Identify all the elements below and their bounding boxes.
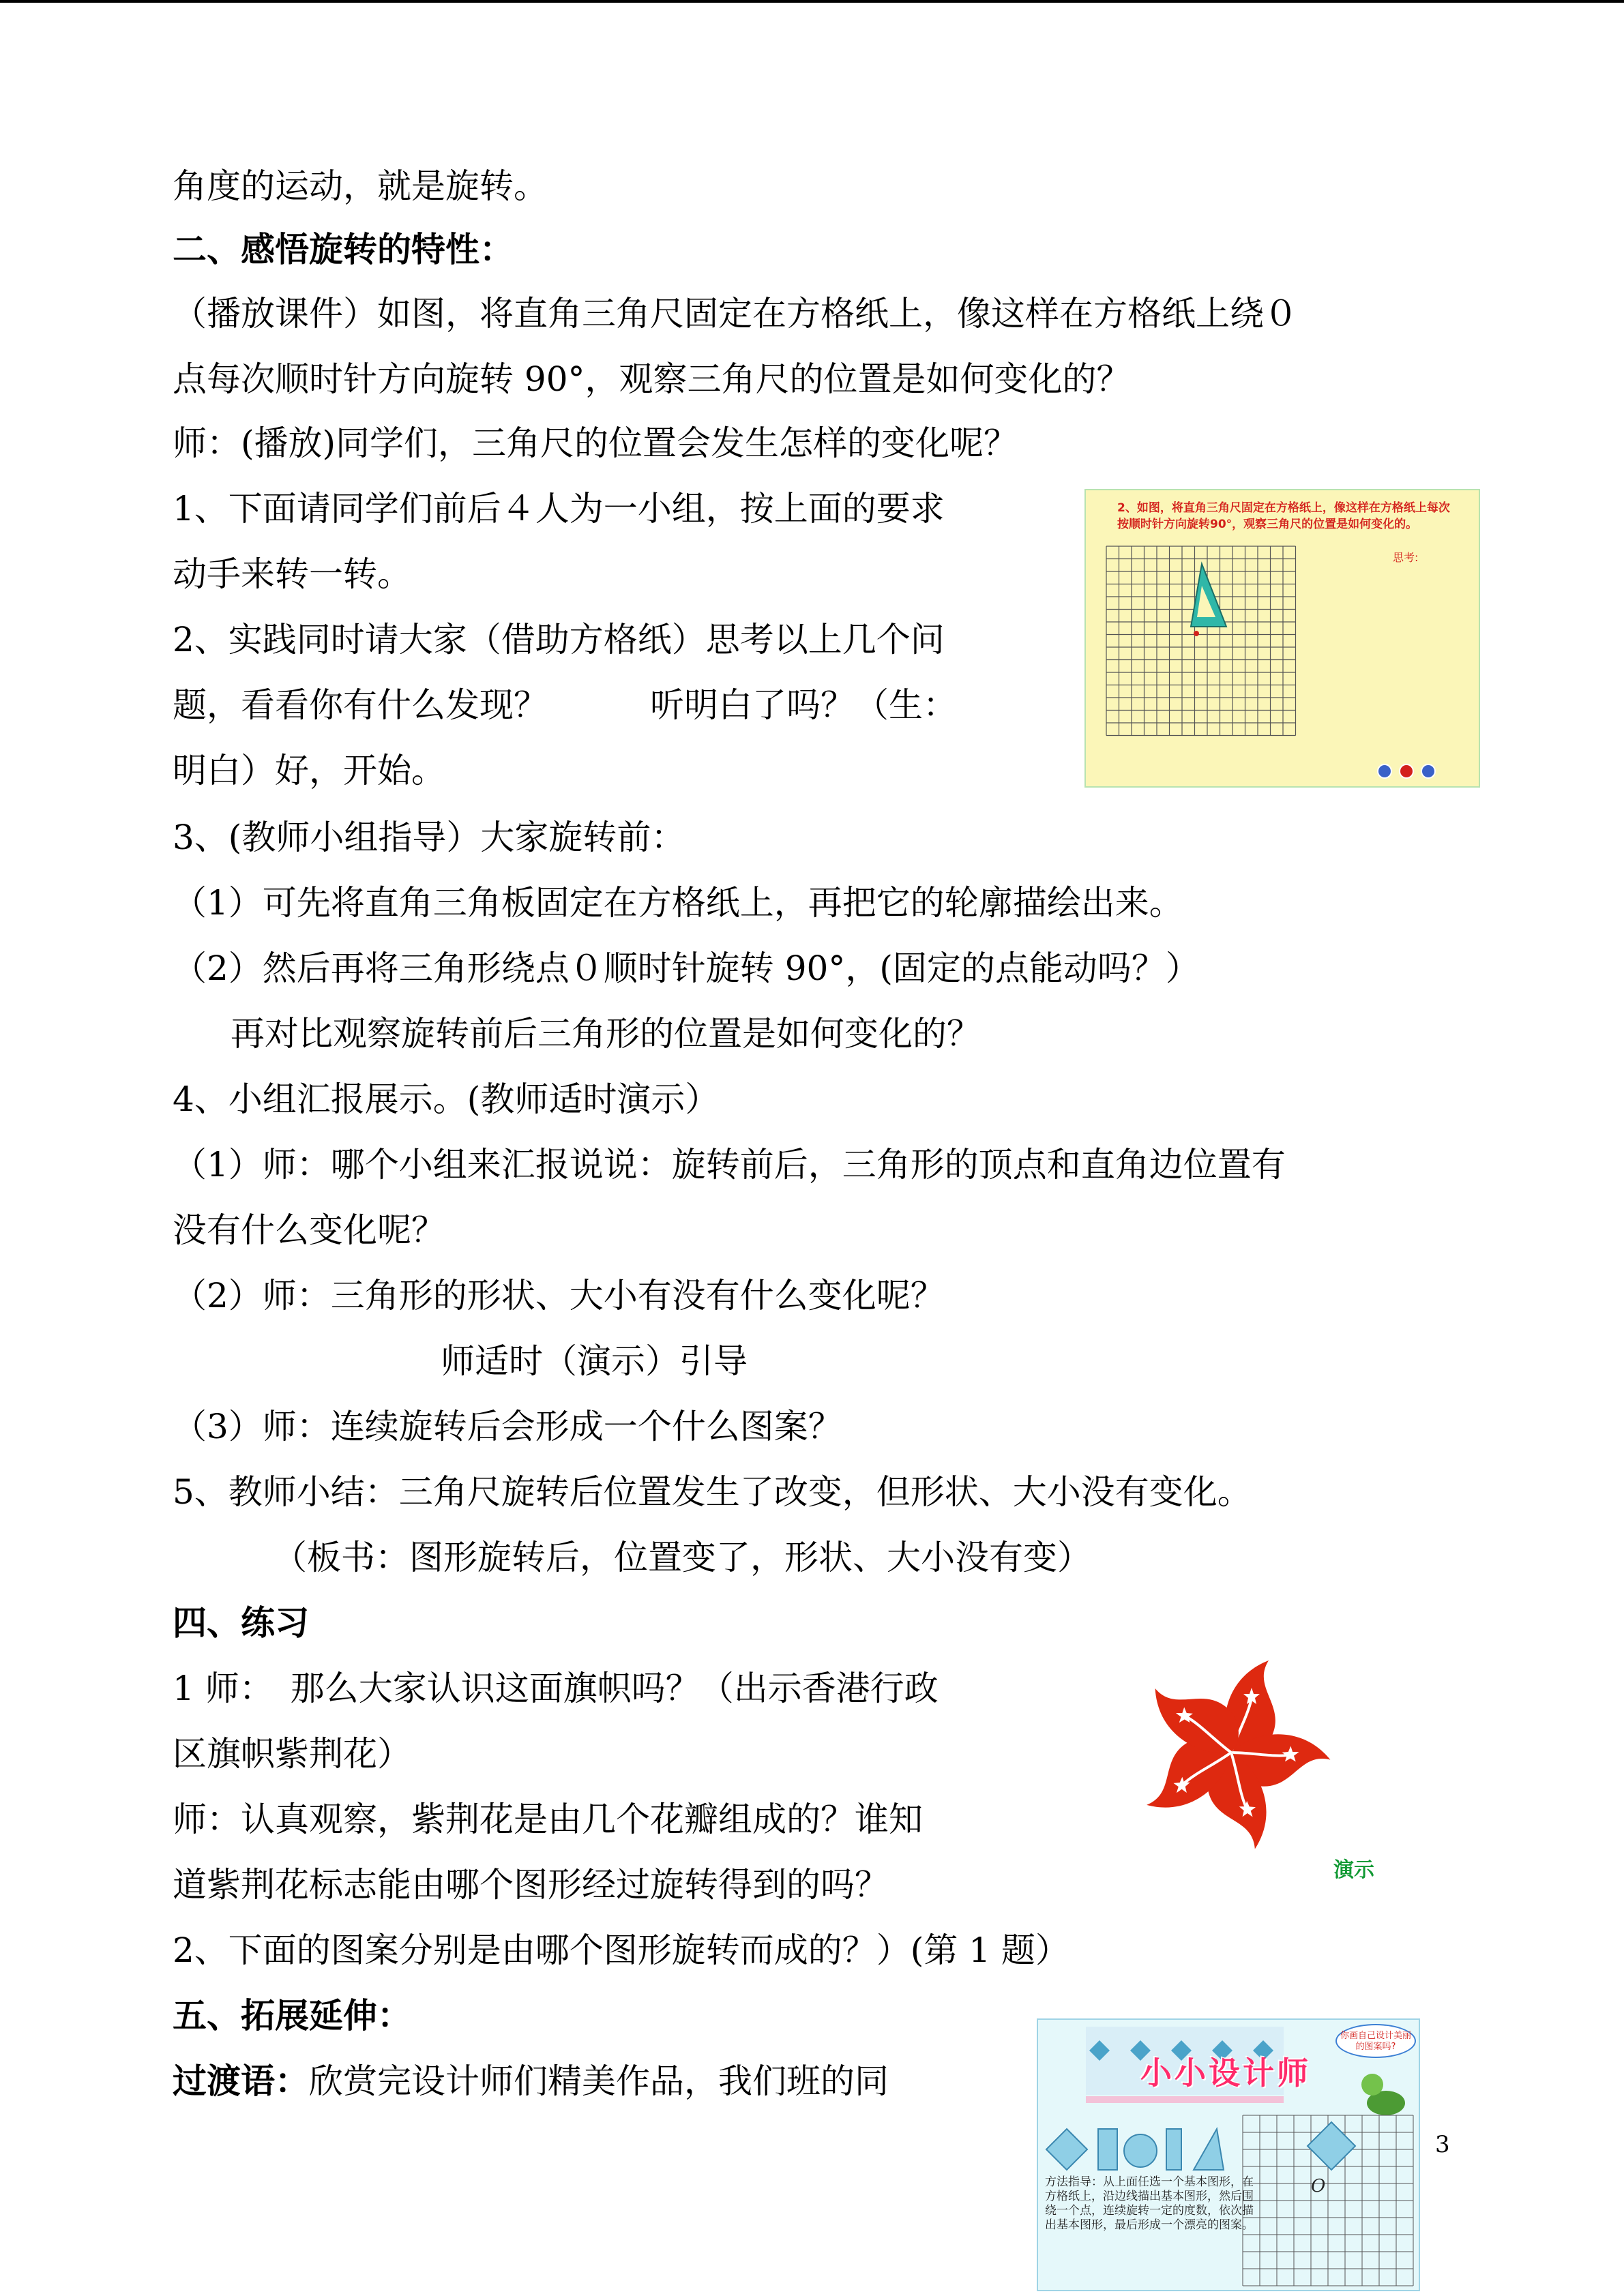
text-line: 师适时（演示）引导 (441, 1341, 748, 1381)
turtle-head-icon (1361, 2074, 1383, 2096)
set-square (1191, 564, 1226, 627)
text-line: 道紫荆花标志能由哪个图形经过旋转得到的吗？ (173, 1865, 889, 1905)
text-line: 点每次顺时针方向旋转 90°，观察三角尺的位置是如何变化的？ (173, 359, 1131, 399)
next-button-icon[interactable] (1421, 764, 1435, 778)
slide-caption: 2、如图，将直角三角尺固定在方格纸上，像这样在方格纸上每次按顺时针方向旋转90°，观察三角尺的位置是如何变化的。 (1117, 501, 1450, 531)
text-line: 师：认真观察，紫荆花是由几个花瓣组成的？谁知 (173, 1800, 923, 1839)
text-line: （2）师：三角形的形状、大小有没有什么变化呢？ (173, 1276, 945, 1315)
grid-diamond (1308, 2122, 1355, 2170)
pattern-band (1086, 2096, 1284, 2103)
text-line: 区旗帜紫荆花） (173, 1734, 411, 1774)
section-heading: 四、练习 (173, 1603, 309, 1643)
text-line: 3、(教师小组指导）大家旋转前： (173, 818, 685, 857)
bauhinia-emblem (1129, 1650, 1333, 1855)
transition-label: 过渡语： (173, 2061, 309, 2101)
stop-button-icon[interactable] (1400, 764, 1413, 778)
text-line: 没有什么变化呢？ (173, 1210, 445, 1250)
method-guide: 方法指导：从上面任选一个基本图形，在方格纸上，沿边线描出基本图形，然后围绕一个点，连续旋转一定的度数，依次描出基本图形，最后形成一个漂亮的图案。 (1045, 2175, 1254, 2232)
text-line: 4、小组汇报展示。(教师适时演示） (173, 1079, 720, 1119)
grid-figure (1086, 490, 1481, 789)
text-line: 题，看看你有什么发现？ 听明白了吗？（生： (173, 685, 957, 725)
basic-shapes (1046, 2129, 1224, 2170)
text-line (173, 2061, 889, 2102)
grid-rotation-slide (1084, 489, 1480, 788)
text-line: 明白）好，开始。 (173, 751, 445, 790)
text-line: 角度的运动，就是旋转。 (173, 166, 548, 206)
text-line: （播放课件）如图，将直角三角尺固定在方格纸上，像这样在方格纸上绕０ (173, 294, 1298, 333)
text-line: 5、教师小结：三角尺旋转后位置发生了改变，但形状、大小没有变化。 (173, 1472, 1252, 1512)
transition-text: 欣赏完设计师们精美作品，我们班的同 (309, 2061, 889, 2101)
designer-slide (1037, 2018, 1420, 2291)
speech-bubble: 你画自己设计美丽的图案吗? (1335, 2024, 1416, 2058)
slide-title: 小小设计师 (1140, 2055, 1311, 2091)
think-label: 思考: (1393, 551, 1419, 564)
demo-label[interactable]: 演示 (1333, 1858, 1374, 1882)
rotation-point (1194, 631, 1199, 636)
text-line: （2）然后再将三角形绕点０顺时针旋转 90°，(固定的点能动吗？） (173, 949, 1200, 988)
rectangle-shape (1098, 2129, 1117, 2170)
text-line: （3）师：连续旋转后会形成一个什么图案？ (173, 1407, 842, 1446)
section-heading: 五、拓展延伸： (173, 1996, 411, 2036)
center-point-label: O (1311, 2176, 1326, 2196)
text-line: 1、下面请同学们前后４人为一小组，按上面的要求 (173, 489, 945, 528)
text-line: 动手来转一转。 (173, 554, 411, 594)
text-line: 再对比观察旋转前后三角形的位置是如何变化的？ (231, 1014, 981, 1054)
prev-button-icon[interactable] (1378, 764, 1391, 778)
text-line: （1）师：哪个小组来汇报说说：旋转前后，三角形的顶点和直角边位置有 (173, 1145, 1286, 1184)
text-line: （板书：图形旋转后，位置变了，形状、大小没有变） (273, 1538, 1091, 1577)
page-number: 3 (1435, 2131, 1450, 2158)
bar-shape (1166, 2129, 1181, 2170)
text-line: 2、实践同时请大家（借助方格纸）思考以上几个问 (173, 620, 945, 659)
bauhinia-petals (1141, 1660, 1332, 1853)
text-line: 1 师： 那么大家认识这面旗帜吗？（出示香港行政 (173, 1669, 939, 1708)
diamond-shape (1046, 2129, 1087, 2170)
text-line: 师：(播放)同学们，三角尺的位置会发生怎样的变化呢？ (173, 423, 1018, 463)
triangle-shape (1194, 2129, 1224, 2170)
bauhinia-icon (1129, 1650, 1333, 1855)
text-line: （1）可先将直角三角板固定在方格纸上，再把它的轮廓描绘出来。 (173, 883, 1183, 923)
section-heading: 二、感悟旋转的特性： (173, 230, 514, 269)
top-rule (0, 0, 1624, 3)
circle-shape (1124, 2134, 1157, 2167)
text-line: 2、下面的图案分别是由哪个图形旋转而成的？）(第 1 题） (173, 1930, 1069, 1970)
